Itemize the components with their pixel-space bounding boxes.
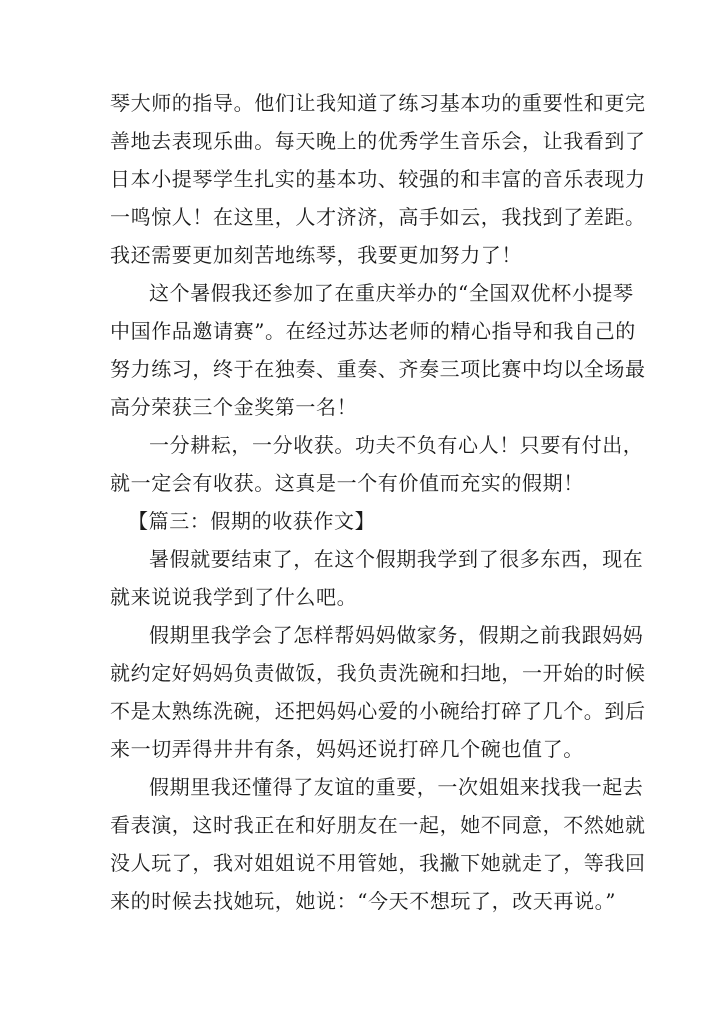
text-line: 看表演，这时我正在和好朋友在一起，她不同意，不然她就 (110, 813, 646, 837)
text-line: 一分耕耘，一分收获。功夫不负有心人！只要有付出， (149, 433, 644, 457)
text-line: 善地去表现乐曲。每天晚上的优秀学生音乐会，让我看到了 (110, 129, 646, 153)
text-line: 来的时候去找她玩，她说：“今天不想玩了，改天再说。” (110, 889, 617, 913)
text-line: 就约定好妈妈负责做饭，我负责洗碗和扫地，一开始的时候 (110, 661, 646, 685)
text-line: 不是太熟练洗碗，还把妈妈心爱的小碗给打碎了几个。到后 (110, 699, 646, 723)
text-line: 一鸣惊人！在这里，人才济济，高手如云，我找到了差距。 (110, 205, 646, 229)
section-heading: 【篇三：假期的收获作文】 (128, 509, 376, 533)
text-line: 日本小提琴学生扎实的基本功、较强的和丰富的音乐表现力 (110, 167, 646, 191)
text-line: 努力练习，终于在独奏、重奏、齐奏三项比赛中均以全场最 (110, 357, 646, 381)
text-line: 琴大师的指导。他们让我知道了练习基本功的重要性和更完 (110, 91, 646, 115)
text-line: 假期里我学会了怎样帮妈妈做家务，假期之前我跟妈妈 (149, 623, 644, 647)
text-line: 就一定会有收获。这真是一个有价值而充实的假期！ (110, 471, 584, 495)
text-line: 没人玩了，我对姐姐说不用管她，我撇下她就走了，等我回 (110, 851, 646, 875)
text-line: 来一切弄得井井有条，妈妈还说打碎几个碗也值了。 (110, 737, 584, 761)
text-line: 中国作品邀请赛”。在经过苏达老师的精心指导和我自己的 (110, 319, 636, 343)
text-line: 高分荣获三个金奖第一名！ (110, 395, 358, 419)
text-line: 假期里我还懂得了友谊的重要，一次姐姐来找我一起去 (149, 775, 644, 799)
text-line: 就来说说我学到了什么吧。 (110, 585, 358, 609)
text-line: 我还需要更加刻苦地练琴，我要更加努力了！ (110, 243, 522, 267)
text-line: 这个暑假我还参加了在重庆举办的“全国双优杯小提琴 (149, 281, 634, 305)
text-line: 暑假就要结束了，在这个假期我学到了很多东西，现在 (149, 547, 644, 571)
